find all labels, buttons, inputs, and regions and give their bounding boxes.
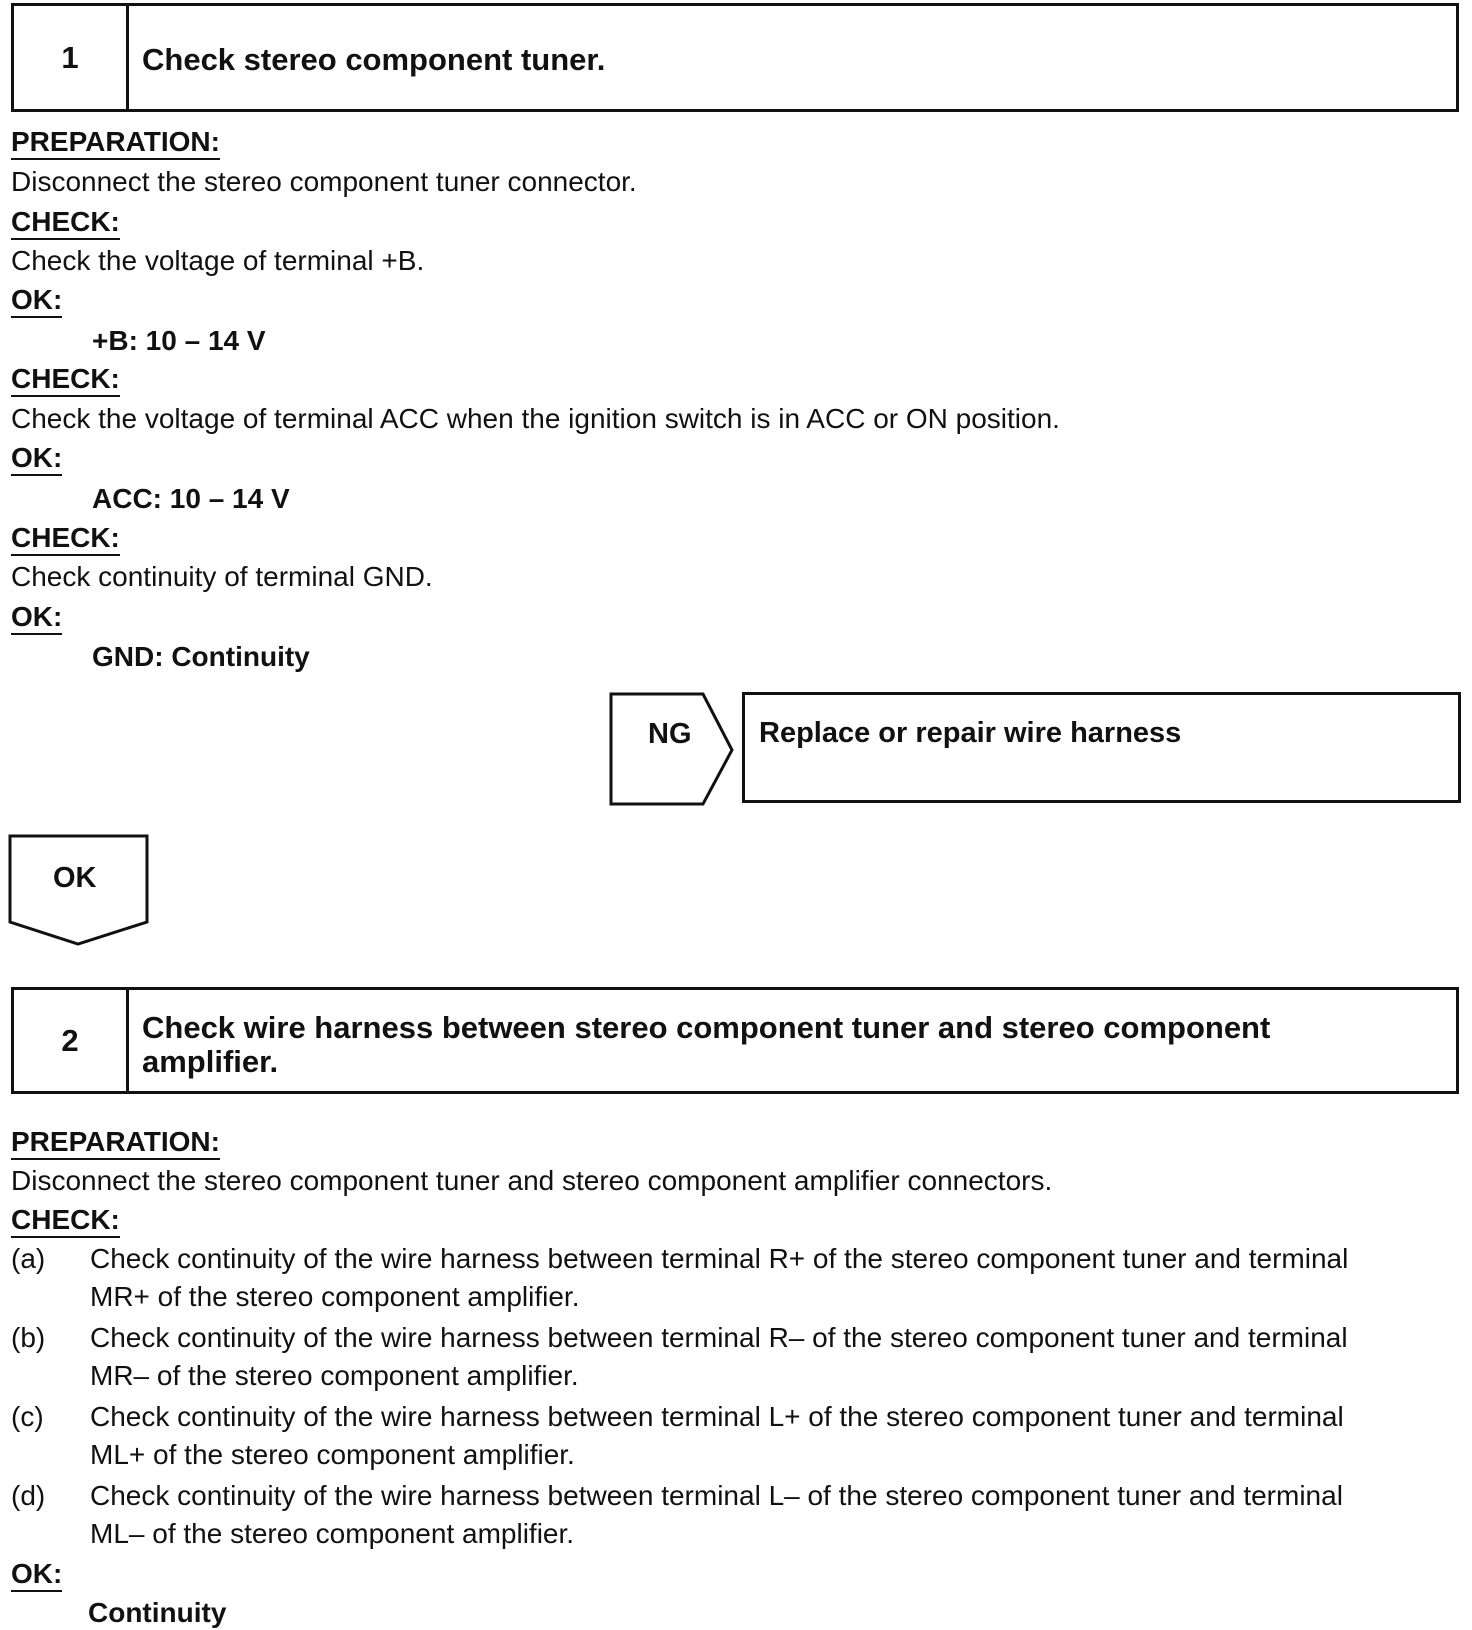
step-1-check-text-2: Check the voltage of terminal ACC when the ignition switch is in ACC or ON position. xyxy=(11,403,1060,434)
step-1-ok-value-1: +B: 10 – 14 V xyxy=(92,325,266,356)
check-item-label: (a) xyxy=(11,1243,46,1274)
check-item-a xyxy=(11,1240,1460,1316)
check-item-line-2: MR+ of the stereo component amplifier. xyxy=(90,1281,580,1312)
step-1-ok-value-2: ACC: 10 – 14 V xyxy=(92,483,290,514)
step-1-check-heading-2: CHECK: xyxy=(11,362,120,396)
check-item-line-1: Check continuity of the wire harness between terminal R– of the stereo component tuner and terminal xyxy=(90,1322,1348,1353)
step-1-number: 1 xyxy=(14,6,129,109)
step-2-title-line-1: Check wire harness between stereo component tuner and stereo component xyxy=(142,1010,1271,1045)
check-item-c xyxy=(11,1398,1460,1474)
step-2-header xyxy=(11,987,1459,1094)
step-2-preparation-text: Disconnect the stereo component tuner and stereo component amplifier connectors. xyxy=(11,1165,1053,1196)
check-item-line-2: ML+ of the stereo component amplifier. xyxy=(90,1439,575,1470)
step-1-check-text-1: Check the voltage of terminal +B. xyxy=(11,245,425,276)
step-1-ok-heading-1: OK: xyxy=(11,283,62,317)
check-item-line-1: Check continuity of the wire harness between terminal L+ of the stereo component tuner and terminal xyxy=(90,1401,1344,1432)
step-1-ok-heading-3: OK: xyxy=(11,600,62,634)
check-item-label: (d) xyxy=(11,1480,46,1511)
step-1-check-heading-1: CHECK: xyxy=(11,205,120,239)
check-item-line-1: Check continuity of the wire harness between terminal R+ of the stereo component tuner and terminal xyxy=(90,1243,1349,1274)
step-2-ok-heading: OK: xyxy=(11,1557,62,1591)
check-item-line-2: MR– of the stereo component amplifier. xyxy=(90,1360,579,1391)
ng-label: NG xyxy=(648,718,692,750)
step-1-title: Check stereo component tuner. xyxy=(142,42,606,77)
step-2-ok-value: Continuity xyxy=(88,1597,227,1628)
check-item-line-1: Check continuity of the wire harness between terminal L– of the stereo component tuner and terminal xyxy=(90,1480,1343,1511)
step-1-check-heading-3: CHECK: xyxy=(11,521,120,555)
step-2-preparation-heading: PREPARATION: xyxy=(11,1125,220,1159)
step-2-check-heading: CHECK: xyxy=(11,1203,120,1237)
step-2-title xyxy=(142,1011,1436,1079)
ng-action-text: Replace or repair wire harness xyxy=(759,717,1182,749)
step-1-preparation-text: Disconnect the stereo component tuner connector. xyxy=(11,166,637,197)
check-item-label: (c) xyxy=(11,1401,44,1432)
step-1-ok-heading-2: OK: xyxy=(11,441,62,475)
step-1-preparation-heading: PREPARATION: xyxy=(11,125,220,159)
check-item-line-2: ML– of the stereo component amplifier. xyxy=(90,1518,575,1549)
step-1-ok-value-3: GND: Continuity xyxy=(92,641,310,672)
check-item-b xyxy=(11,1319,1460,1395)
step-2-number: 2 xyxy=(14,990,129,1091)
step-2-title-line-2: amplifier. xyxy=(142,1044,279,1079)
check-item-d xyxy=(11,1477,1460,1553)
check-item-label: (b) xyxy=(11,1322,46,1353)
ok-label: OK xyxy=(53,862,97,894)
step-1-check-text-3: Check continuity of terminal GND. xyxy=(11,561,433,592)
